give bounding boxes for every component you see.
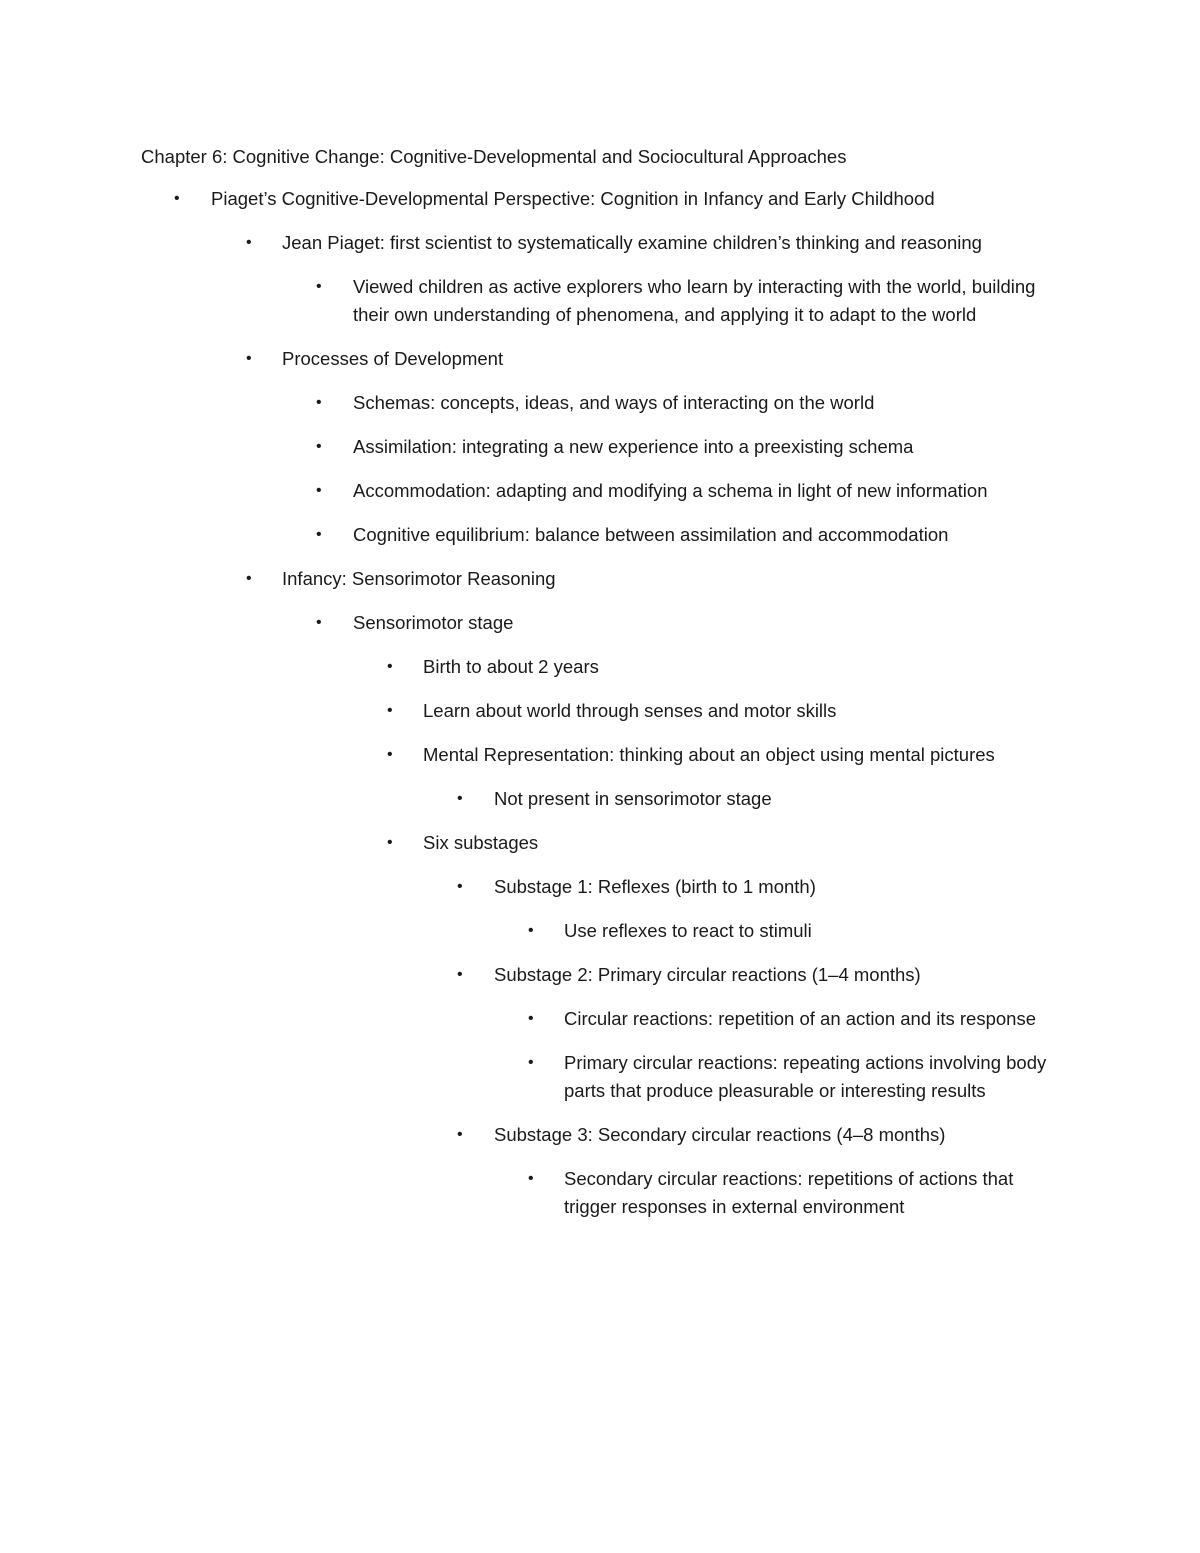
- bullet-icon: •: [174, 190, 180, 207]
- list-item: [0, 741, 1200, 769]
- list-item: [0, 653, 1200, 681]
- list-item-text: Use reflexes to react to stimuli: [564, 920, 812, 941]
- list-item-text: Substage 2: Primary circular reactions (1–4 months): [494, 964, 921, 985]
- bullet-icon: •: [316, 482, 322, 499]
- list-item: [0, 433, 1200, 461]
- bullet-icon: •: [528, 922, 534, 939]
- bullet-icon: •: [387, 702, 393, 719]
- list-item-text: Mental Representation: thinking about an object using mental pictures: [423, 744, 995, 765]
- list-item-text: Cognitive equilibrium: balance between assimilation and accommodation: [353, 524, 949, 545]
- list-item: [0, 961, 1200, 989]
- list-item-text: Substage 1: Reflexes (birth to 1 month): [494, 876, 816, 897]
- bullet-icon: •: [457, 878, 463, 895]
- list-item-text: Processes of Development: [282, 348, 504, 369]
- bullet-icon: •: [528, 1054, 534, 1071]
- list-item-text: Schemas: concepts, ideas, and ways of interacting on the world: [353, 392, 875, 413]
- list-item-text: Sensorimotor stage: [353, 612, 514, 633]
- bullet-icon: •: [316, 614, 322, 631]
- bullet-icon: •: [316, 438, 322, 455]
- bullet-icon: •: [246, 350, 252, 367]
- list-item: [0, 697, 1200, 725]
- list-item-text: Infancy: Sensorimotor Reasoning: [282, 568, 556, 589]
- bullet-icon: •: [246, 570, 252, 587]
- bullet-icon: •: [387, 658, 393, 675]
- list-item: [0, 1165, 1200, 1221]
- bullet-icon: •: [316, 526, 322, 543]
- list-item-text: Accommodation: adapting and modifying a schema in light of new information: [353, 480, 988, 501]
- list-item: [0, 229, 1200, 257]
- bullet-icon: •: [246, 234, 252, 251]
- bullet-icon: •: [457, 966, 463, 983]
- list-item: [0, 565, 1200, 593]
- bullet-icon: •: [387, 834, 393, 851]
- list-item: [0, 829, 1200, 857]
- list-item-text: Learn about world through senses and motor skills: [423, 700, 837, 721]
- bullet-icon: •: [457, 790, 463, 807]
- list-item: [0, 273, 1200, 329]
- list-item-text: Birth to about 2 years: [423, 656, 599, 677]
- bullet-icon: •: [316, 278, 322, 295]
- list-item: [0, 785, 1200, 813]
- bullet-icon: •: [528, 1010, 534, 1027]
- chapter-title: Chapter 6: Cognitive Change: Cognitive-Developmental and Sociocultural Approaches: [141, 146, 847, 167]
- list-item: [0, 609, 1200, 637]
- list-item-text: Jean Piaget: first scientist to systematically examine children’s thinking and reasoning: [282, 232, 982, 253]
- list-item-text: Secondary circular reactions: repetitions of actions that trigger responses in external environment: [564, 1168, 1014, 1217]
- list-item-text: Circular reactions: repetition of an action and its response: [564, 1008, 1037, 1029]
- list-item-text: Assimilation: integrating a new experience into a preexisting schema: [353, 436, 914, 457]
- list-item: [0, 477, 1200, 505]
- list-item: [0, 389, 1200, 417]
- list-item: [0, 1005, 1200, 1033]
- list-item: [0, 1049, 1200, 1105]
- bullet-icon: •: [387, 746, 393, 763]
- list-item: [0, 521, 1200, 549]
- list-item-text: Not present in sensorimotor stage: [494, 788, 772, 809]
- bullet-outline: [0, 185, 1200, 1237]
- list-item: [0, 917, 1200, 945]
- list-item-text: Primary circular reactions: repeating actions involving body parts that produce pleasurable or interesting results: [564, 1052, 1047, 1101]
- list-item: [0, 345, 1200, 373]
- bullet-icon: •: [528, 1170, 534, 1187]
- list-item-text: Substage 3: Secondary circular reactions (4–8 months): [494, 1124, 946, 1145]
- bullet-icon: •: [316, 394, 322, 411]
- list-item-text: Viewed children as active explorers who learn by interacting with the world, building their own understanding of phenomena, and applying it to adapt to the world: [353, 276, 1036, 325]
- list-item-text: Six substages: [423, 832, 539, 853]
- list-item-text: Piaget’s Cognitive-Developmental Perspective: Cognition in Infancy and Early Childhood: [211, 188, 935, 209]
- bullet-icon: •: [457, 1126, 463, 1143]
- list-item: [0, 185, 1200, 213]
- list-item: [0, 873, 1200, 901]
- list-item: [0, 1121, 1200, 1149]
